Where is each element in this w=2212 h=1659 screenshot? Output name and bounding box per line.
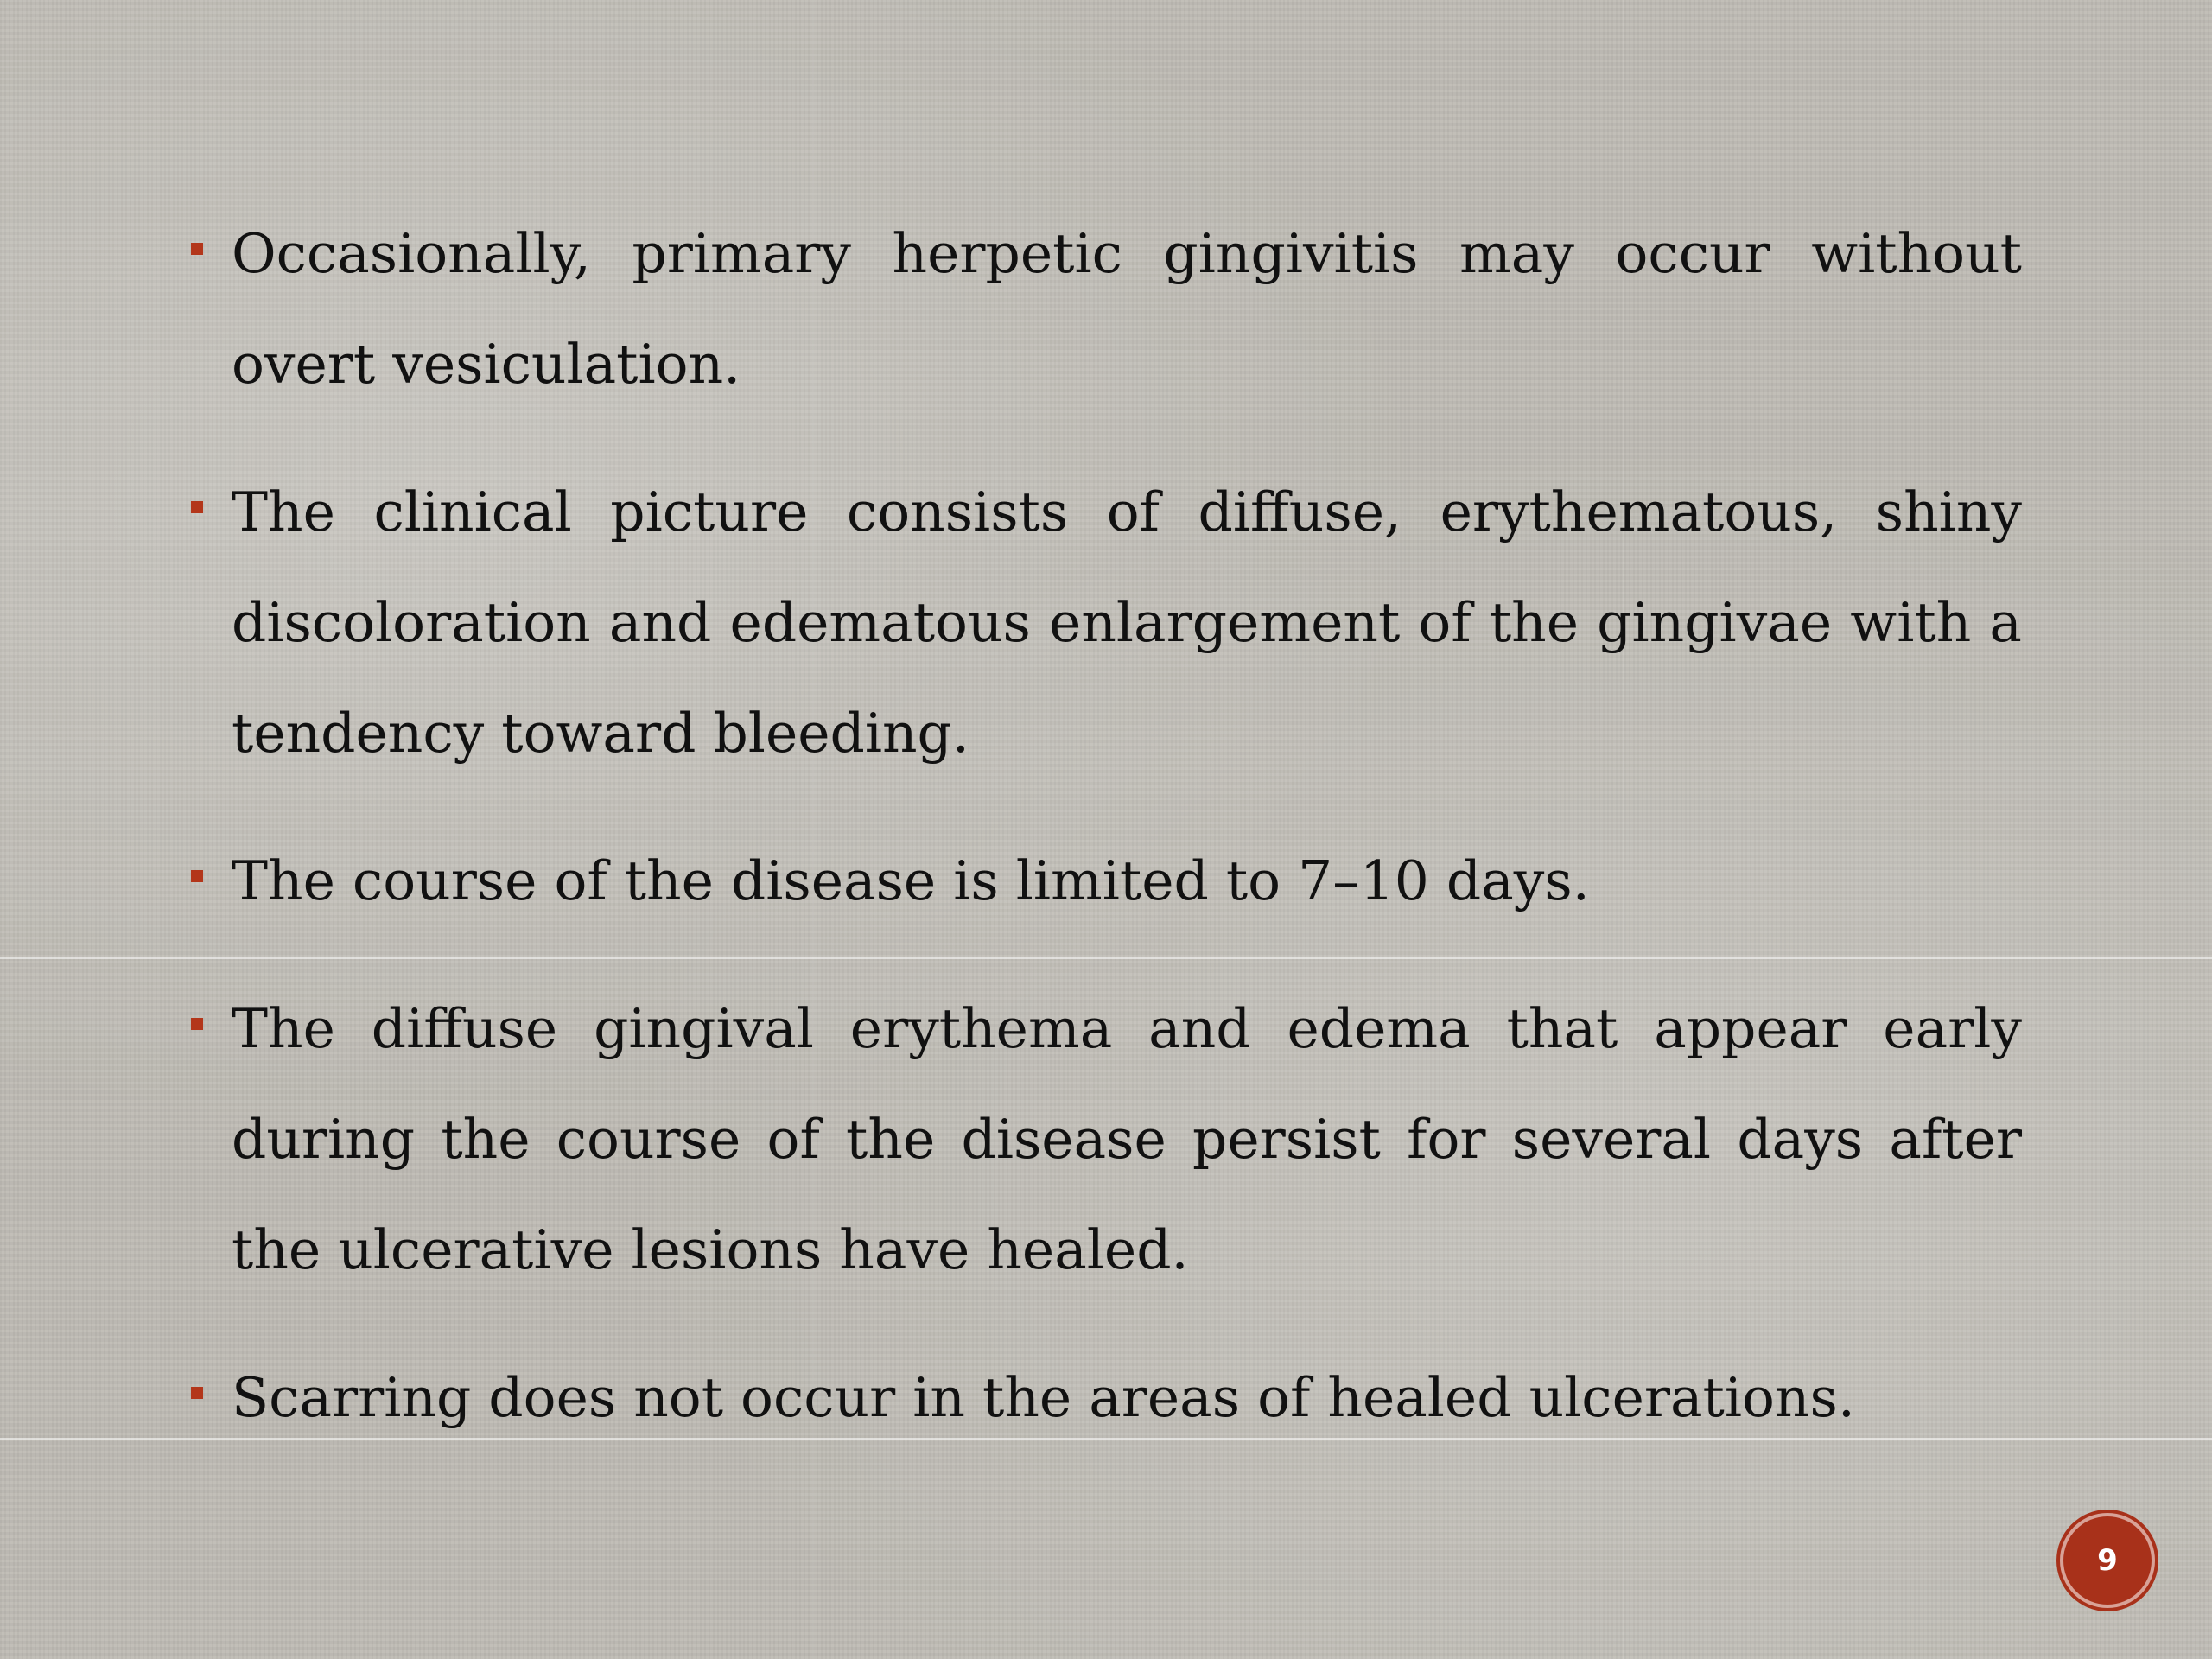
bullet-text: Scarring does not occur in the areas of healed ulcerations. xyxy=(232,1366,1855,1429)
square-bullet-icon xyxy=(191,243,203,255)
bullet-item xyxy=(186,1343,2022,1453)
bullet-text: The diffuse gingival erythema and edema that appear early during the course of the disease persist for several days after the ulcerative lesions have healed. xyxy=(232,997,2022,1281)
square-bullet-icon xyxy=(191,870,203,882)
bullet-text: The course of the disease is limited to 7–10 days. xyxy=(232,849,1590,912)
square-bullet-icon xyxy=(191,1387,203,1399)
page-number: 9 xyxy=(2097,1543,2118,1578)
page-number-badge xyxy=(2063,1516,2152,1605)
bullet-item xyxy=(186,826,2022,937)
slide-body xyxy=(186,199,2022,1491)
bullet-item xyxy=(186,457,2022,789)
square-bullet-icon xyxy=(191,501,203,513)
bullet-text: The clinical picture consists of diffuse, erythematous, shiny discoloration and edematous enlargement of the gingivae with a tendency toward bleeding. xyxy=(232,480,2022,765)
bullet-item xyxy=(186,199,2022,420)
bullet-text: Occasionally, primary herpetic gingivitis may occur without overt vesiculation. xyxy=(232,222,2022,396)
square-bullet-icon xyxy=(191,1018,203,1030)
bullet-item xyxy=(186,974,2022,1306)
